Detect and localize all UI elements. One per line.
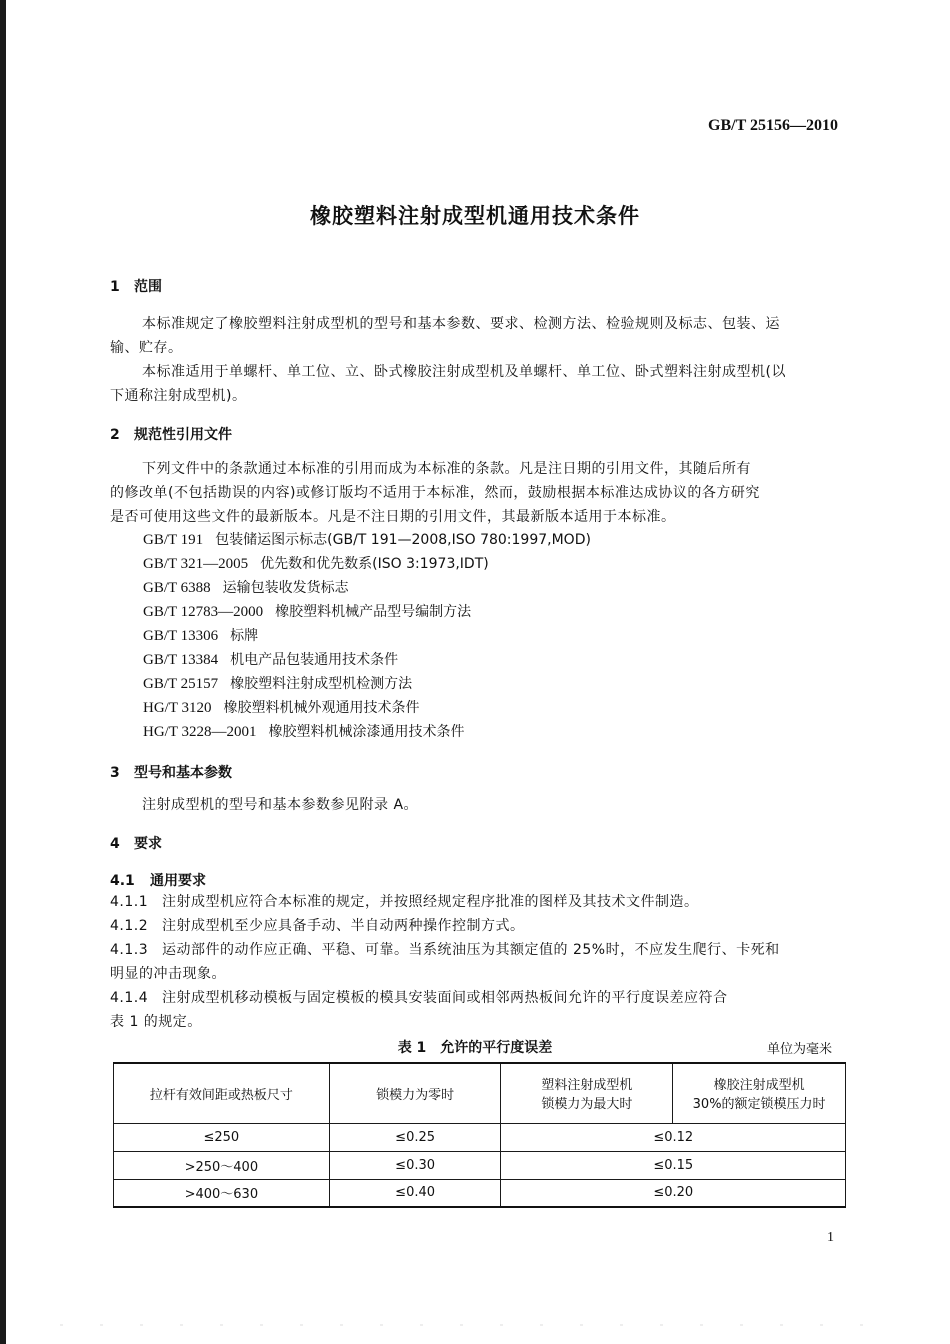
reference-item [143, 672, 591, 696]
normative-references-list [143, 528, 591, 744]
section-number: 4 [110, 836, 120, 852]
section-2-intro [110, 457, 760, 529]
reference-code: GB/T 321—2005 [143, 556, 249, 572]
table-unit: 单位为毫米 [766, 1042, 832, 1057]
section-title: 范围 [134, 279, 162, 295]
cell-zero: ≤0.40 [329, 1179, 501, 1207]
header-line: 锁模力为最大时 [541, 1097, 633, 1113]
reference-title: 优先数和优先数系(ISO 3:1973,IDT) [260, 556, 489, 572]
paragraph-line: 下列文件中的条款通过本标准的引用而成为本标准的条款。凡是注日期的引用文件，其随后所有 [142, 461, 751, 477]
reference-code: GB/T 12783—2000 [143, 604, 264, 620]
clause-number: 4.1.3 [110, 942, 149, 958]
parallelism-tolerance-table [113, 1062, 846, 1208]
cell-size: >400～630 [114, 1179, 330, 1207]
cell-size: >250～400 [114, 1151, 330, 1179]
clause-4-1-3 [110, 938, 780, 962]
reference-title: 机电产品包装通用技术条件 [230, 652, 399, 668]
clauses-4-1 [110, 890, 780, 1034]
header-line: 30%的额定锁模压力时 [692, 1097, 826, 1113]
reference-title: 橡胶塑料机械外观通用技术条件 [223, 700, 420, 716]
table-caption: 表 1 允许的平行度误差 [397, 1040, 553, 1056]
clause-4-1-1 [110, 890, 780, 914]
section-number: 2 [110, 427, 120, 443]
cell-max: ≤0.15 [501, 1151, 846, 1179]
cell-zero: ≤0.25 [329, 1123, 501, 1151]
header-size: 拉杆有效间距或热板尺寸 [114, 1063, 330, 1123]
clause-4-1-4-cont: 表 1 的规定。 [110, 1014, 202, 1030]
cell-max: ≤0.12 [501, 1123, 846, 1151]
reference-code: GB/T 6388 [143, 580, 211, 596]
reference-code: HG/T 3120 [143, 700, 212, 716]
clause-number: 4.1.1 [110, 894, 149, 910]
reference-item [143, 624, 591, 648]
subsection-number: 4.1 [110, 873, 135, 889]
section-number: 3 [110, 765, 120, 781]
table-row [114, 1179, 846, 1207]
subsection-4-1-heading [110, 870, 206, 890]
scan-artifact [60, 1324, 890, 1326]
section-1-body [110, 312, 786, 408]
reference-code: GB/T 13306 [143, 628, 219, 644]
table-row [114, 1151, 846, 1179]
reference-title: 运输包装收发货标志 [222, 580, 349, 596]
reference-item [143, 696, 591, 720]
section-title: 要求 [134, 836, 162, 852]
cell-max: ≤0.20 [501, 1179, 846, 1207]
paragraph-line: 输、贮存。 [110, 340, 183, 356]
standard-code: GB/T 25156—2010 [708, 117, 838, 134]
reference-item [143, 720, 591, 744]
paragraph-line: 是否可使用这些文件的最新版本。凡是不注日期的引用文件，其最新版本适用于本标准。 [110, 509, 676, 525]
section-4-heading [110, 833, 162, 853]
section-number: 1 [110, 279, 120, 295]
clause-number: 4.1.2 [110, 918, 149, 934]
reference-code: GB/T 13384 [143, 652, 219, 668]
clause-text: 注射成型机移动模板与固定模板的模具安装面间或相邻两热板间允许的平行度误差应符合 [162, 990, 728, 1006]
clause-text: 注射成型机应符合本标准的规定，并按照经规定程序批准的图样及其技术文件制造。 [162, 894, 699, 910]
paragraph-line: 下通称注射成型机)。 [110, 388, 247, 404]
section-3-heading [110, 762, 232, 782]
clause-4-1-3-cont: 明显的冲击现象。 [110, 966, 226, 982]
reference-title: 橡胶塑料机械产品型号编制方法 [275, 604, 472, 620]
reference-item [143, 552, 591, 576]
reference-code: GB/T 191 [143, 532, 204, 548]
section-title: 型号和基本参数 [134, 765, 232, 781]
paragraph-line: 本标准规定了橡胶塑料注射成型机的型号和基本参数、要求、检测方法、检验规则及标志、包装、运 [142, 316, 780, 332]
clause-4-1-2 [110, 914, 780, 938]
section-title: 规范性引用文件 [134, 427, 232, 443]
clause-text: 注射成型机至少应具备手动、半自动两种操作控制方式。 [162, 918, 525, 934]
clause-4-1-4 [110, 986, 780, 1010]
section-1-heading [110, 276, 162, 296]
reference-item [143, 600, 591, 624]
header-line: 橡胶注射成型机 [713, 1078, 805, 1094]
table-row [114, 1123, 846, 1151]
table-header-row [114, 1063, 846, 1123]
reference-code: HG/T 3228—2001 [143, 724, 257, 740]
cell-zero: ≤0.30 [329, 1151, 501, 1179]
paragraph-line: 本标准适用于单螺杆、单工位、立、卧式橡胶注射成型机及单螺杆、单工位、卧式塑料注射成型机(以 [142, 364, 786, 380]
header-plastic-machine [501, 1063, 673, 1123]
header-rubber-machine [673, 1063, 846, 1123]
reference-title: 橡胶塑料机械涂漆通用技术条件 [268, 724, 465, 740]
reference-item [143, 576, 591, 600]
cell-size: ≤250 [114, 1123, 330, 1151]
header-zero-clamp: 锁模力为零时 [329, 1063, 501, 1123]
section-2-heading [110, 424, 232, 444]
page-number: 1 [827, 1230, 834, 1245]
clause-text: 运动部件的动作应正确、平稳、可靠。当系统油压为其额定值的 25%时，不应发生爬行、卡死和 [162, 942, 780, 958]
clause-number: 4.1.4 [110, 990, 149, 1006]
reference-item [143, 648, 591, 672]
paragraph-line: 的修改单(不包括勘误的内容)或修订版均不适用于本标准，然而，鼓励根据本标准达成协议的各方研究 [110, 485, 760, 501]
header-line: 塑料注射成型机 [541, 1078, 633, 1094]
reference-code: GB/T 25157 [143, 676, 219, 692]
reference-item [143, 528, 591, 552]
reference-title: 标牌 [230, 628, 259, 644]
document-title: 橡胶塑料注射成型机通用技术条件 [310, 204, 640, 228]
reference-title: 橡胶塑料注射成型机检测方法 [230, 676, 413, 692]
subsection-title: 通用要求 [150, 873, 206, 889]
section-3-text: 注射成型机的型号和基本参数参见附录 A。 [142, 797, 419, 813]
reference-title: 包装储运图示标志(GB/T 191—2008,ISO 780:1997,MOD) [215, 532, 591, 548]
